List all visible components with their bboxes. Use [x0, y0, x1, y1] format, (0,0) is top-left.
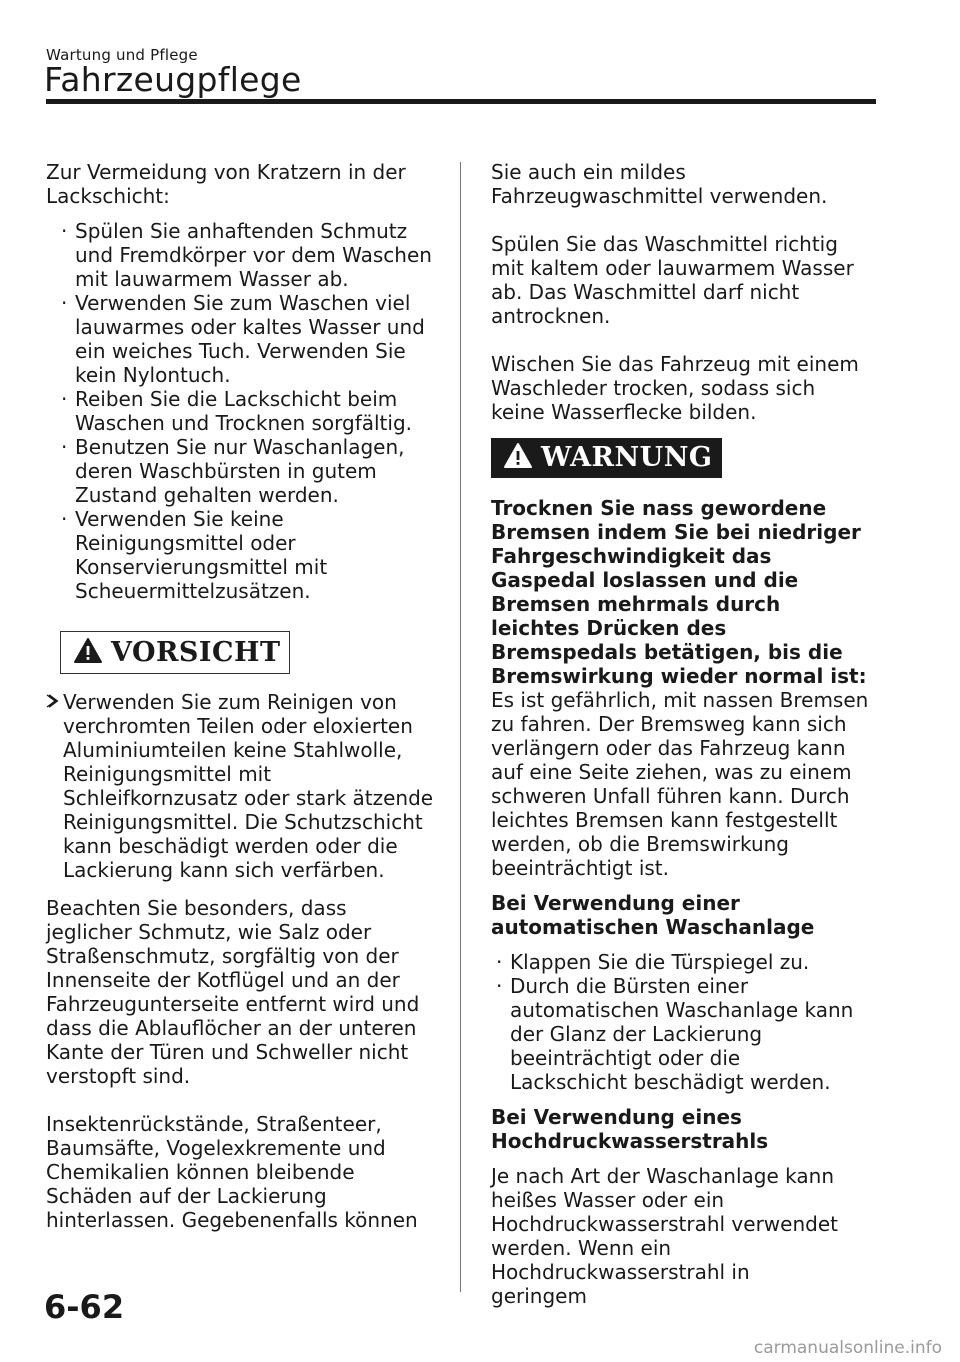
list-item: · Benutzen Sie nur Waschanlagen, deren Waschbürsten in gutem Zustand gehalten werden. — [58, 435, 436, 507]
list-item: · Verwenden Sie keine Reinigungsmittel oder Konservierungsmittel mit Scheuermittelzusätzen. — [58, 507, 436, 603]
caution-triangle-icon — [73, 637, 103, 669]
paragraph: Sie auch ein mildes Fahrzeugwaschmittel verwenden. — [491, 160, 828, 208]
caution-box — [60, 631, 290, 674]
header-rule — [46, 99, 876, 104]
section-heading: Bei Verwendung einer automatischen Waschanlage — [491, 891, 815, 939]
paragraph: Spülen Sie das Waschmittel richtig mit kaltem oder lauwarmem Wasser ab. Das Waschmittel darf nicht antrocknen. — [491, 232, 854, 328]
warning-text: Es ist gefährlich, mit nassen Bremsen zu fahren. Der Bremsweg kann sich verlängern oder das Fahrzeug kann auf eine Seite ziehen, was zu einem schweren Unfall führen kann. Durch leichtes Bremsen kann festgestellt werden, ob die Bremswirkung beeinträchtigt ist. — [491, 688, 869, 880]
column-divider — [460, 162, 461, 1292]
caution-item — [46, 690, 441, 882]
list-item: · Reiben Sie die Lackschicht beim Waschen und Trocknen sorgfältig. — [58, 387, 436, 435]
page-number: 6-62 — [44, 1288, 125, 1326]
list-item: · Durch die Bürsten einer automatischen Waschanlage kann der Glanz der Lackierung beeinträchtigt oder die Lackschicht beschädigt werden. — [493, 974, 863, 1094]
car-wash-list — [493, 950, 863, 1094]
warning-label: WARNUNG — [541, 442, 713, 473]
left-column — [46, 160, 446, 1232]
warning-box — [491, 438, 722, 478]
paragraph: Wischen Sie das Fahrzeug mit einem Waschleder trocken, sodass sich keine Wasserflecke bilden. — [491, 352, 859, 424]
list-item: · Spülen Sie anhaftenden Schmutz und Fremdkörper vor dem Waschen mit lauwarmem Wasser ab. — [58, 219, 436, 291]
paragraph: Je nach Art der Waschanlage kann heißes Wasser oder ein Hochdruckwasserstrahl verwendet werden. Wenn ein Hochdruckwasserstrahl in geringem — [491, 1164, 838, 1308]
section-label: Wartung und Pflege — [46, 46, 198, 64]
paragraph: Insektenrückstände, Straßenteer, Baumsäfte, Vogelexkremente und Chemikalien können bleibende Schäden auf der Lackierung hinterlassen. Gegebenenfalls können — [46, 1112, 418, 1232]
right-column — [491, 160, 876, 1308]
section-heading: Bei Verwendung eines Hochdruckwasserstrahls — [491, 1105, 769, 1153]
caution-item-text: Verwenden Sie zum Reinigen von verchromten Teilen oder eloxierten Aluminiumteilen keine Stahlwolle, Reinigungsmittel mit Schleifkornzusatz oder stark ätzende Reinigungsmittel. Die Schutzschicht kann beschädigt werden oder die Lackierung kann sich verfärben. — [63, 690, 434, 882]
scratch-prevention-list — [58, 219, 436, 603]
warning-triangle-icon — [503, 442, 533, 474]
page-title: Fahrzeugpflege — [44, 60, 302, 99]
list-item: · Klappen Sie die Türspiegel zu. — [493, 950, 863, 974]
paragraph: Beachten Sie besonders, dass jeglicher Schmutz, wie Salz oder Straßenschmutz, sorgfältig von der Innenseite der Kotflügel und an der Fahrzeugunterseite entfernt wird und dass die Ablauflöcher an der unteren Kante der Türen und Schweller nicht verstopft sind. — [46, 896, 420, 1088]
arrow-right-icon — [46, 690, 60, 717]
caution-label: VORSICHT — [111, 636, 281, 668]
list-item: · Verwenden Sie zum Waschen viel lauwarmes oder kaltes Wasser und ein weiches Tuch. Verwenden Sie kein Nylontuch. — [58, 291, 436, 387]
warning-bold-text: Trocknen Sie nass gewordene Bremsen indem Sie bei niedriger Fahrgeschwindigkeit das Gaspedal loslassen und die Bremsen mehrmals durch leichtes Drücken des Bremspedals betätigen, bis die Bremswirkung wieder normal ist: — [491, 496, 867, 688]
intro-paragraph: Zur Vermeidung von Kratzern in der Lackschicht: — [46, 160, 406, 208]
watermark: carmanualsonline.info — [753, 1338, 942, 1358]
